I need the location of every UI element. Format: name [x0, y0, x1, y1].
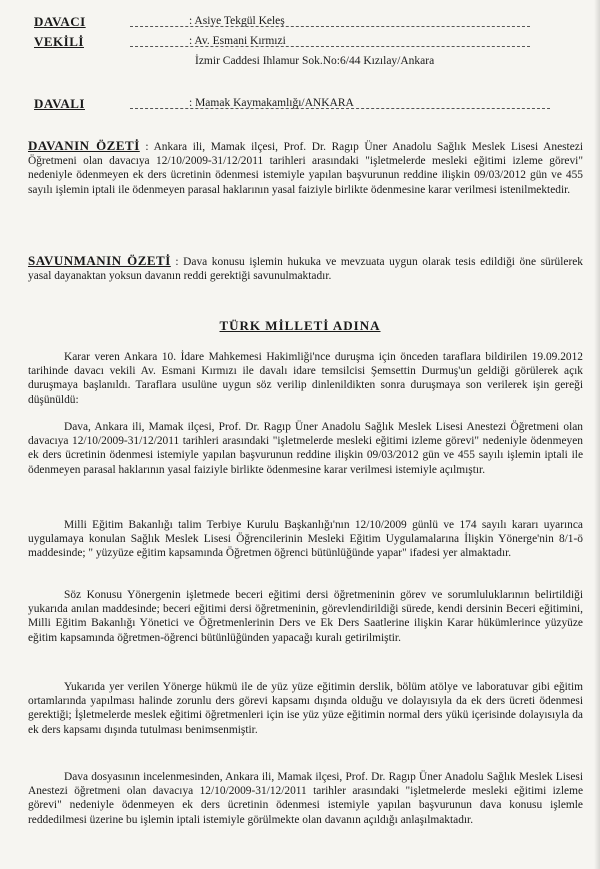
- defendant-value: : Mamak Kaymakamlığı/ANKARA: [189, 97, 354, 109]
- parties-section: [34, 14, 574, 74]
- body-paragraph-5: Yukarıda yer verilen Yönerge hükmü ile de yüz yüze eğitimin derslik, bölüm atölye ve laboratuvar gibi eğitim ortamlarında yapılması halinde zorunlu ders görevi kapsamı dışında olduğu ve dolayısıyla da ek ders ücreti ödenmesi gerektiği; İşletmelerde meslek eğitimi öğretmenleri için ise yüz yüze eğitimin normal ders yükü içerisinde dolayısıyla da ek ders kapsamı dışında tutulması benimsenmiştir.: [28, 681, 583, 736]
- defendant-row: [34, 96, 574, 116]
- plaintiff-value: : Asiye Tekgül Keleş: [189, 15, 285, 27]
- body-paragraph-4: Söz Konusu Yönergenin işletmede beceri eğitimi dersi öğretmeninin görev ve sorumluluklarının belirtildiği yukarıda anılan maddesinde; beceri eğitimi dersi öğretmeninin, görevlendirildiği sürede, kendi dersinin Beceri eğitimini, Milli Eğitim Bakanlığı Yönetici ve Öğretmenlerinin Ders ve Ek Ders Saatlerine ilişkin Karar hükümlerince yüzyüze eğitim kapsamında öğretmen-öğrenci bütünlüğünden yapacağı kuralı getirilmiştir.: [28, 589, 583, 644]
- case-summary: [28, 139, 583, 197]
- attorney-address: İzmir Caddesi Ihlamur Sok.No:6/44 Kızılay/Ankara: [195, 55, 435, 67]
- attorney-label: VEKİLİ: [34, 34, 84, 49]
- body-paragraph-1: Karar veren Ankara 10. İdare Mahkemesi Hakimliği'nce duruşma için önceden taraflara bildirilen 19.09.2012 tarihinde davacı vekili Av. Esmani Kırmızı ile davalı idare temsilcisi Şemsettin Durmuş'un geldiği görülerek açık duruşmaya başlanıldı. Taraflara usulüne uygun söz verilip dinlenildikten sonra duruşmaya son verilerek işin gereği düşünüldü:: [28, 351, 583, 406]
- body-paragraph-6: Dava dosyasının incelenmesinden, Ankara ili, Mamak ilçesi, Prof. Dr. Ragıp Üner Anadolu Sağlık Meslek Lisesi Anestezi öğretmeni olan davacıya 12/10/2009-31/12/2011 tarihler arasındaki "işletmelerde mesleki eğitimi izleme görevi" nedeniyle ödenmeyen ek ders ücretinin ödenmesi istemiyle yapılan başvurunun dava konusu işlemle reddedilmesi üzerine bu işlemin iptali istemiyle görülmekte olan davanın açıldığı anlaşılmaktadır.: [28, 771, 583, 826]
- defense-summary: [28, 254, 583, 283]
- attorney-row: [34, 34, 574, 54]
- defendant-section: [34, 96, 574, 116]
- defense-summary-label: SAVUNMANIN ÖZETİ: [28, 253, 171, 268]
- scan-edge-shadow: [594, 0, 600, 869]
- plaintiff-row: [34, 14, 574, 34]
- body-paragraph-3: Milli Eğitim Bakanlığı talim Terbiye Kurulu Başkanlığı'nın 12/10/2009 günlü ve 174 sayılı kararı uyarınca uygulamaya konulan Sağlık Meslek Lisesi Öğrencilerinin Mesleki Eğitim Uygulamalarına İlişkin Yönerge'nin 8/1-ö maddesinde; " yüzyüze eğitim kapsamında Öğretmen öğrenci bütünlüğünde yapar" ifadesi yer almaktadır.: [28, 519, 583, 560]
- separator-line: [130, 108, 550, 109]
- separator-line: [130, 26, 530, 27]
- attorney-address-row: [34, 54, 574, 74]
- separator-line: [130, 46, 530, 47]
- case-summary-text: : Ankara ili, Mamak ilçesi, Prof. Dr. Ragıp Üner Anadolu Sağlık Meslek Lisesi Anestezi Öğretmeni olan davacıya 12/10/2009-31/12/2011 tarihleri arasındaki "işletmelerde mesleki eğitimi izleme görevi" nedeniyle ödenmeyen ek ders ücretinin ödenmesi istemiyle yapılan başvurunun reddine ilişkin 09/03/2012 gün ve 455 sayılı işlemin iptali ile ödenmeyen parasal haklarının yasal faiziyle birlikte ödenmesine karar verilmesi istenilmektedir.: [28, 141, 584, 196]
- defendant-label: DAVALI: [34, 96, 85, 111]
- body-paragraph-2: Dava, Ankara ili, Mamak ilçesi, Prof. Dr. Ragıp Üner Anadolu Sağlık Meslek Lisesi Anestezi Öğretmeni olan davacıya 12/10/2009-31/12/2011 tarihleri arasındaki "işletmelerde mesleki eğitimi izleme görevi" nedeniyle ödenmeyen ek ders ücretinin ödenmesi istemiyle yapılan başvurunun reddine ilişkin 09/03/2012 gün ve 455 sayılı işlemin iptali ile ödenmeyen parasal haklarının yasal faiziyle birlikte ödenmesine karar verilmesi istemiyle açılmıştır.: [28, 421, 583, 476]
- attorney-value: : Av. Esmani Kırmızi: [189, 35, 286, 47]
- defense-summary-text: : Dava konusu işlemin hukuka ve mevzuata uygun olarak tesis edildiği öne sürülerek yasal dayanaktan yoksun davanın reddi gerektiği savunulmaktadır.: [28, 256, 583, 283]
- plaintiff-label: DAVACI: [34, 14, 86, 29]
- decision-heading: TÜRK MİLLETİ ADINA: [219, 318, 381, 333]
- case-summary-label: DAVANIN ÖZETİ: [28, 138, 140, 153]
